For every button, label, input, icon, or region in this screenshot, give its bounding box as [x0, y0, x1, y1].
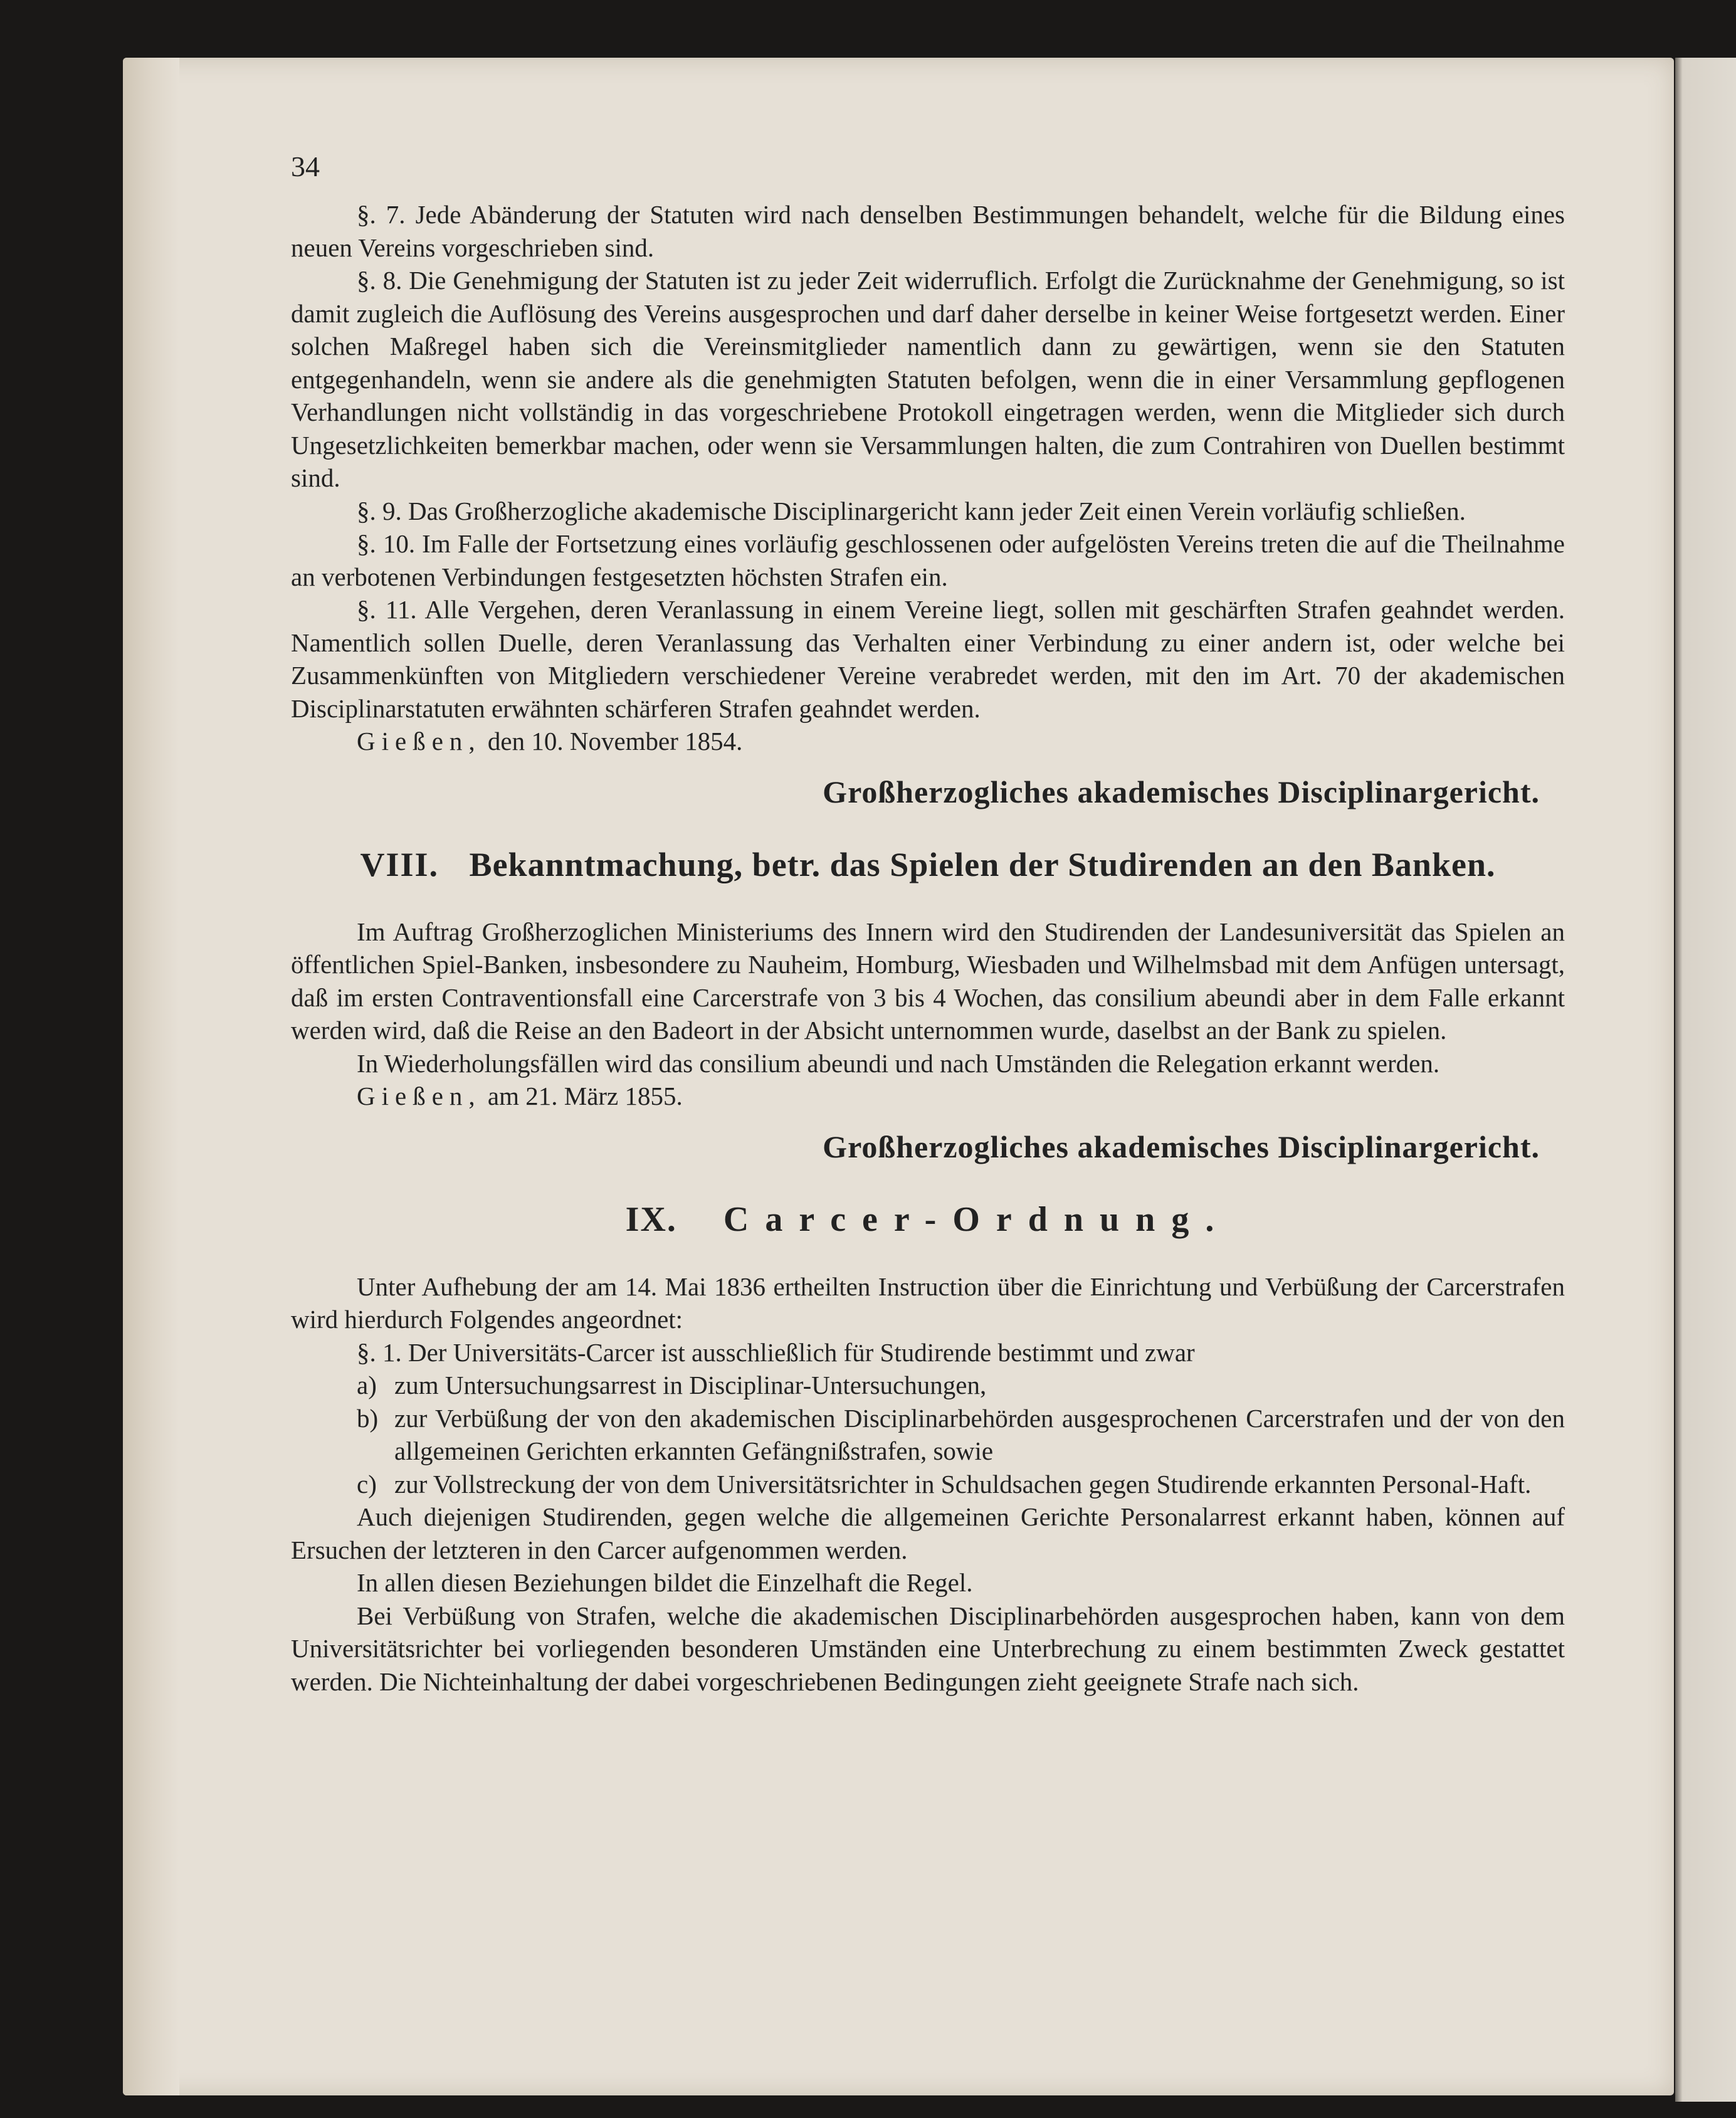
- paragraph-ix-rest-3: Bei Verbüßung von Strafen, welche die akademischen Disciplinarbehörden ausgesprochen haben, kann von dem Universitätsrichter bei vorliegenden besonderen Umständen eine Unterbrechung zu einem bestimmten Zweck gestattet werden. Die Nichteinhaltung der dabei vorgeschriebenen Bedingungen zieht geeignete Strafe nach sich.: [291, 1601, 1565, 1696]
- list-item: [357, 1402, 1565, 1468]
- adjacent-page: [1675, 58, 1736, 2102]
- paragraph-ix-par1: §. 1. Der Universitäts-Carcer ist ausschließlich für Studirende bestimmt und zwar: [357, 1337, 1195, 1367]
- paragraph-par8: §. 8. Die Genehmigung der Statuten ist zu jeder Zeit widerruflich. Erfolgt die Zurücknahme der Genehmigung, so ist damit zugleich die Auflösung des Vereins ausgesprochen und darf daher derselbe in keiner Weise fortgesetzt werden. Einer solchen Maßregel haben sich die Vereinsmitglieder namentlich dann zu gewärtigen, wenn sie den Statuten entgegenhandeln, wenn sie andere als die genehmigten Statuten befolgen, wenn die in einer Versammlung gepflogenen Verhandlungen nicht vollständig in das vorgeschriebene Protokoll eingetragen werden, wenn die Mitglieder sich durch Ungesetzlichkeiten bemerkbar machen, oder wenn sie Versammlungen halten, die zum Contrahiren von Duellen bestimmt sind.: [291, 266, 1565, 492]
- page-number: 34: [291, 150, 320, 182]
- date-rest: am 21. März 1855.: [487, 1082, 683, 1110]
- heading-title: Bekanntmachung, betr. das Spielen der Studirenden an den Banken.: [469, 846, 1496, 883]
- paragraph-ix-rest-1: Auch diejenigen Studirenden, gegen welche die allgemeinen Gerichte Personalarrest erkannt haben, können auf Ersuchen der letzteren in den Carcer aufgenommen werden.: [291, 1502, 1565, 1564]
- heading-number: IX.: [625, 1200, 677, 1239]
- list-marker: a): [357, 1371, 377, 1399]
- list-text: zur Verbüßung der von den akademischen Disciplinarbehörden ausgesprochenen Carcerstrafen und der von den allgemeinen Gerichten erkannten Gefängnißstrafen, sowie: [394, 1403, 1565, 1465]
- date-place: Gießen,: [357, 1082, 481, 1110]
- paragraph-par7: §. 7. Jede Abänderung der Statuten wird nach denselben Bestimmungen behandelt, welche für die Bildung eines neuen Vereins vorgeschrieben sind.: [291, 200, 1565, 262]
- list-text: zur Vollstreckung der von dem Universitätsrichter in Schuldsachen gegen Studirende erkannten Personal-Haft.: [394, 1469, 1532, 1499]
- date-line: [291, 725, 1565, 758]
- date-place: Gießen,: [357, 727, 481, 756]
- paragraph-par10: §. 10. Im Falle der Fortsetzung eines vorläufig geschlossenen oder aufgelösten Vereins treten die auf die Theilnahme an verbotenen Verbindungen festgesetzten höchsten Strafen ein.: [291, 529, 1565, 591]
- list-item: [357, 1369, 1565, 1402]
- paragraph-viii-1: Im Auftrag Großherzoglichen Ministeriums des Innern wird den Studirenden der Landesuniversität das Spielen an öffentlichen Spiel-Banken, insbesondere zu Nauheim, Homburg, Wiesbaden und Wilhelmsbad mit dem Anfügen untersagt, daß im ersten Contraventionsfall eine Carcerstrafe von 3 bis 4 Wochen, das consilium abeundi aber in dem Falle erkannt werden wird, daß die Reise an den Badeort in der Absicht unternommen wurde, daselbst an der Bank zu spielen.: [291, 917, 1565, 1045]
- list-marker: b): [357, 1403, 379, 1433]
- signature: Großherzogliches akademisches Disciplinargericht.: [823, 1129, 1540, 1164]
- paragraph-par11: §. 11. Alle Vergehen, deren Veranlassung in einem Vereine liegt, sollen mit geschärften Strafen geahndet werden. Namentlich sollen Duelle, deren Veranlassung das Verhalten einer Verbindung zu einer andern ist, oder welche bei Zusammenkünften von Mitgliedern verschiedener Vereine verabredet werden, mit den im Art. 70 der akademischen Disciplinarstatuten erwähnten schärferen Strafen geahndet werden.: [291, 595, 1565, 723]
- page-content: [291, 150, 1565, 1698]
- paragraph-viii-2: In Wiederholungsfällen wird das consilium abeundi und nach Umständen die Relegation erkannt werden.: [357, 1048, 1440, 1078]
- heading-number: VIII.: [360, 846, 439, 883]
- paragraph-ix-rest-2: In allen diesen Beziehungen bildet die Einzelhaft die Regel.: [357, 1568, 973, 1597]
- list-marker: c): [357, 1469, 377, 1499]
- list-item: [357, 1468, 1565, 1501]
- signature: Großherzogliches akademisches Disciplinargericht.: [823, 774, 1540, 809]
- paragraph-par9: §. 9. Das Großherzogliche akademische Disciplinargericht kann jeder Zeit einen Verein vorläufig schließen.: [357, 496, 1466, 525]
- page-edge: [123, 58, 179, 2095]
- date-rest: den 10. November 1854.: [487, 727, 743, 756]
- date-line: [291, 1080, 1565, 1113]
- section-heading-ix: [291, 1200, 1565, 1239]
- section-heading-viii: [291, 848, 1565, 882]
- heading-title: Carcer-Ordnung.: [723, 1200, 1231, 1239]
- paragraph-ix-intro: Unter Aufhebung der am 14. Mai 1836 ertheilten Instruction über die Einrichtung und Verbüßung der Carcerstrafen wird hierdurch Folgendes angeordnet:: [291, 1272, 1565, 1334]
- list-text: zum Untersuchungsarrest in Disciplinar-Untersuchungen,: [394, 1371, 987, 1399]
